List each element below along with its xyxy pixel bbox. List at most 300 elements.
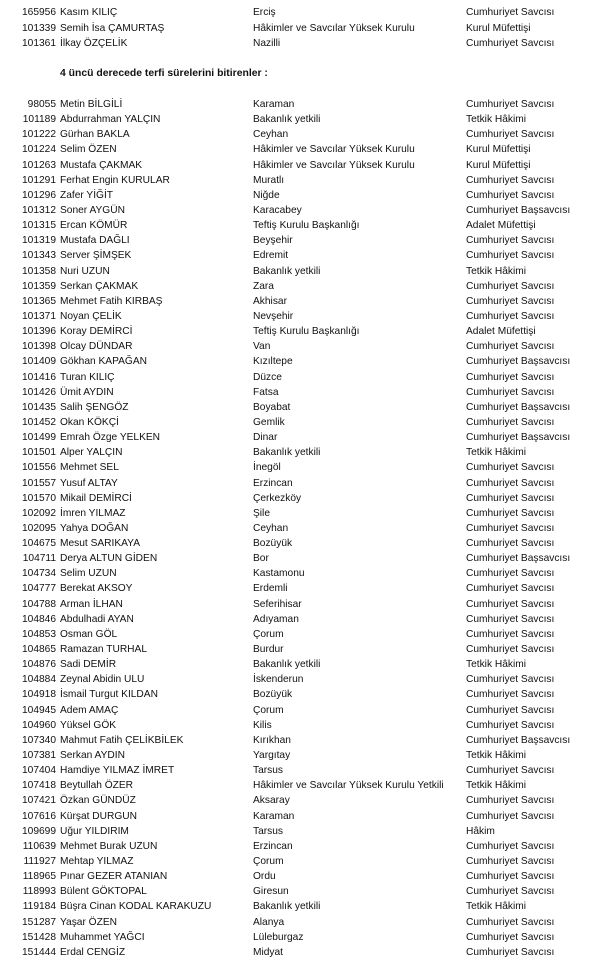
- job-title: Cumhuriyet Savcısı: [466, 7, 555, 18]
- record-id: 101224: [22, 144, 56, 156]
- place: Çorum: [253, 856, 284, 867]
- record-id: 101296: [22, 189, 56, 201]
- list-row: [0, 642, 600, 657]
- person-name: Yusuf ALTAY: [60, 477, 118, 489]
- list-row: [0, 97, 600, 112]
- job-title: Cumhuriyet Savcısı: [466, 280, 555, 292]
- list-row: [0, 778, 600, 793]
- list-row: [0, 703, 600, 718]
- person-name: Kürşat DURGUN: [60, 810, 137, 822]
- record-id: 98055: [27, 99, 56, 110]
- place: Karaman: [253, 810, 295, 822]
- person-name: Yahya DOĞAN: [60, 522, 129, 534]
- person-name: Özkan GÜNDÜZ: [60, 795, 136, 807]
- list-row: [0, 566, 600, 581]
- place: Ordu: [253, 871, 276, 883]
- job-title: Cumhuriyet Savcısı: [466, 341, 555, 353]
- place: Nevşehir: [253, 310, 294, 322]
- list-row: [0, 460, 600, 475]
- record-id: 104960: [22, 719, 56, 731]
- record-id: 101557: [22, 477, 56, 489]
- person-name: Nuri UZUN: [60, 265, 110, 277]
- list-row: [0, 21, 600, 36]
- place: Bor: [253, 553, 269, 565]
- person-name: İsmail Turgut KILDAN: [60, 689, 158, 701]
- job-title: Cumhuriyet Savcısı: [466, 310, 555, 322]
- person-name: Derya ALTUN GİDEN: [60, 553, 158, 565]
- job-title: Cumhuriyet Savcısı: [466, 522, 555, 534]
- place: Çorum: [253, 628, 284, 640]
- place: Yargıtay: [253, 750, 291, 762]
- place: Teftiş Kurulu Başkanlığı: [253, 220, 360, 232]
- record-id: 104777: [22, 583, 56, 595]
- list-row: [0, 203, 600, 218]
- place: Fatsa: [253, 386, 279, 398]
- person-name: Sadi DEMİR: [60, 659, 117, 671]
- list-row: [0, 218, 600, 233]
- place: Bakanlık yetkili: [253, 114, 321, 126]
- place: Akhisar: [253, 295, 287, 307]
- list-row: [0, 581, 600, 596]
- record-id: 101365: [22, 295, 56, 307]
- list-row: [0, 718, 600, 733]
- record-id: 109699: [22, 825, 56, 837]
- list-row: [0, 824, 600, 839]
- place: İskenderun: [253, 674, 304, 686]
- person-name: Ferhat Engin KURULAR: [60, 174, 170, 186]
- list-row: [0, 430, 600, 445]
- record-id: 104876: [22, 659, 56, 671]
- list-row: [0, 809, 600, 824]
- place: Bakanlık yetkili: [253, 659, 321, 671]
- record-id: 104945: [22, 704, 56, 716]
- record-id: 104853: [22, 628, 56, 640]
- job-title: Cumhuriyet Savcısı: [466, 568, 555, 580]
- list-row: [0, 930, 600, 945]
- person-name: Turan KILIÇ: [60, 371, 115, 383]
- record-id: 101501: [22, 447, 56, 459]
- job-title: Cumhuriyet Başsavcısı: [466, 356, 571, 368]
- place: Hâkimler ve Savcılar Yüksek Kurulu Yetkili: [253, 780, 444, 792]
- list-row: [0, 672, 600, 687]
- job-title: Cumhuriyet Savcısı: [466, 856, 555, 867]
- job-title: Cumhuriyet Savcısı: [466, 386, 555, 398]
- list-row: [0, 127, 600, 142]
- list-row: [0, 551, 600, 566]
- record-id: 107340: [22, 734, 56, 746]
- job-title: Cumhuriyet Savcısı: [466, 99, 555, 110]
- job-title: Cumhuriyet Savcısı: [466, 189, 555, 201]
- person-name: Mehmet SEL: [60, 462, 119, 474]
- job-title: Cumhuriyet Savcısı: [466, 795, 555, 807]
- place: Erdemli: [253, 583, 288, 595]
- place: Kırıkhan: [253, 734, 291, 746]
- record-id: 101315: [22, 220, 56, 232]
- person-name: Mehmet Burak UZUN: [60, 840, 158, 852]
- place: Bakanlık yetkili: [253, 901, 321, 913]
- record-id: 101291: [22, 174, 56, 186]
- job-title: Tetkik Hâkimi: [466, 447, 526, 459]
- job-title: Cumhuriyet Savcısı: [466, 129, 555, 141]
- record-id: 118993: [22, 886, 56, 898]
- place: Teftiş Kurulu Başkanlığı: [253, 326, 360, 338]
- place: Van: [253, 341, 271, 353]
- job-title: Tetkik Hâkimi: [466, 750, 526, 762]
- list-row: [0, 370, 600, 385]
- record-id: 104675: [22, 538, 56, 550]
- job-title: Cumhuriyet Savcısı: [466, 416, 555, 428]
- record-id: 107381: [22, 750, 56, 762]
- job-title: Cumhuriyet Savcısı: [466, 689, 555, 701]
- place: Çerkezköy: [253, 492, 302, 504]
- list-row: [0, 733, 600, 748]
- person-name: Ramazan TURHAL: [60, 644, 148, 656]
- person-name: Abdurrahman YALÇIN: [60, 114, 161, 126]
- person-name: Mikail DEMİRCİ: [60, 492, 132, 504]
- job-title: Cumhuriyet Savcısı: [466, 674, 555, 686]
- place: Çorum: [253, 704, 284, 716]
- job-title: Cumhuriyet Savcısı: [466, 250, 555, 262]
- job-title: Tetkik Hâkimi: [466, 780, 526, 792]
- job-title: Cumhuriyet Savcısı: [466, 295, 555, 307]
- place: Bakanlık yetkili: [253, 265, 321, 277]
- list-row: [0, 173, 600, 188]
- job-title: Cumhuriyet Savcısı: [466, 886, 555, 898]
- place: Burdur: [253, 644, 284, 656]
- place: Seferihisar: [253, 598, 302, 610]
- record-id: 104846: [22, 613, 56, 625]
- list-row: [0, 324, 600, 339]
- job-title: Cumhuriyet Savcısı: [466, 871, 555, 883]
- job-title: Tetkik Hâkimi: [466, 901, 526, 913]
- job-title: Tetkik Hâkimi: [466, 265, 526, 277]
- list-row: [0, 158, 600, 173]
- list-row: [0, 385, 600, 400]
- place: Dinar: [253, 432, 278, 444]
- record-id: 101570: [22, 492, 56, 504]
- person-name: Mustafa ÇAKMAK: [60, 159, 143, 171]
- place: Bakanlık yetkili: [253, 447, 321, 459]
- person-name: Semih İsa ÇAMURTAŞ: [60, 22, 165, 34]
- job-title: Tetkik Hâkimi: [466, 659, 526, 671]
- record-id: 110639: [22, 840, 56, 852]
- place: Hâkimler ve Savcılar Yüksek Kurulu: [253, 159, 415, 171]
- list-row: [0, 233, 600, 248]
- list-row: [0, 763, 600, 778]
- person-name: Metin BİLGİLİ: [60, 99, 123, 110]
- place: Muratlı: [253, 174, 285, 186]
- place: Adıyaman: [253, 613, 299, 625]
- record-id: 119184: [22, 901, 56, 913]
- place: Tarsus: [253, 825, 284, 837]
- list-row: [0, 687, 600, 702]
- list-row: [0, 627, 600, 642]
- list-row: [0, 279, 600, 294]
- record-id: 101409: [22, 356, 56, 368]
- place: Erzincan: [253, 477, 293, 489]
- person-name: Osman GÖL: [60, 628, 118, 640]
- record-id: 104711: [22, 553, 56, 565]
- job-title: Kurul Müfettişi: [466, 22, 531, 34]
- list-row: [0, 142, 600, 157]
- list-row: [0, 5, 600, 20]
- record-id: 104788: [22, 598, 56, 610]
- list-row: [0, 445, 600, 460]
- section-heading: 4 üncü derecede terfi sürelerini bitirenler :: [60, 68, 268, 79]
- job-title: Adalet Müfettişi: [466, 326, 536, 338]
- record-id: 101416: [22, 371, 56, 383]
- record-id: 104865: [22, 644, 56, 656]
- person-name: Bülent GÖKTOPAL: [60, 886, 147, 898]
- person-name: Emrah Özge YELKEN: [60, 432, 161, 444]
- place: Nazilli: [253, 38, 281, 50]
- list-row: [0, 188, 600, 203]
- record-id: 107421: [22, 795, 56, 807]
- list-row: [0, 491, 600, 506]
- place: Erciş: [253, 7, 276, 18]
- person-name: Berekat AKSOY: [60, 583, 133, 595]
- place: Şile: [253, 507, 270, 519]
- job-title: Cumhuriyet Savcısı: [466, 477, 555, 489]
- list-row: [0, 597, 600, 612]
- place: Gemlik: [253, 416, 285, 428]
- job-title: Cumhuriyet Savcısı: [466, 507, 555, 519]
- person-name: Alper YALÇIN: [60, 447, 123, 459]
- job-title: Cumhuriyet Savcısı: [466, 719, 555, 731]
- place: Düzce: [253, 371, 282, 383]
- list-row: [0, 309, 600, 324]
- job-title: Cumhuriyet Savcısı: [466, 583, 555, 595]
- list-row: [0, 400, 600, 415]
- person-name: Pınar GEZER ATANIAN: [60, 871, 168, 883]
- list-row: [0, 839, 600, 854]
- list-row: [0, 354, 600, 369]
- list-row: [0, 945, 600, 960]
- list-row: [0, 536, 600, 551]
- record-id: 101398: [22, 341, 56, 353]
- place: Erzincan: [253, 840, 293, 852]
- job-title: Cumhuriyet Savcısı: [466, 538, 555, 550]
- place: Bozüyük: [253, 689, 293, 701]
- record-id: 104918: [22, 689, 56, 701]
- job-title: Cumhuriyet Başsavcısı: [466, 401, 571, 413]
- place: Aksaray: [253, 795, 290, 807]
- list-row: [0, 339, 600, 354]
- job-title: Adalet Müfettişi: [466, 220, 536, 232]
- place: Bozüyük: [253, 538, 293, 550]
- list-row: [0, 657, 600, 672]
- list-row: [0, 869, 600, 884]
- record-id: 101359: [22, 280, 56, 292]
- job-title: Cumhuriyet Savcısı: [466, 946, 555, 958]
- record-id: 101556: [22, 462, 56, 474]
- job-title: Hâkim: [466, 825, 495, 837]
- place: Hâkimler ve Savcılar Yüksek Kurulu: [253, 144, 415, 156]
- job-title: Cumhuriyet Savcısı: [466, 38, 555, 50]
- person-name: Serkan AYDIN: [60, 750, 125, 762]
- record-id: 165956: [22, 7, 56, 18]
- person-name: Adem AMAÇ: [60, 704, 119, 716]
- place: Ceyhan: [253, 129, 289, 141]
- job-title: Cumhuriyet Başsavcısı: [466, 553, 571, 565]
- record-id: 101339: [22, 22, 56, 34]
- list-row: [0, 915, 600, 930]
- job-title: Cumhuriyet Savcısı: [466, 704, 555, 716]
- record-id: 101312: [22, 204, 56, 216]
- person-name: Selim ÖZEN: [60, 144, 117, 156]
- record-id: 101358: [22, 265, 56, 277]
- person-name: İmren YILMAZ: [60, 507, 126, 519]
- record-id: 151428: [22, 931, 56, 943]
- place: Kızıltepe: [253, 356, 293, 368]
- person-name: Okan KÖKÇİ: [60, 416, 119, 428]
- job-title: Cumhuriyet Başsavcısı: [466, 734, 571, 746]
- record-id: 101452: [22, 416, 56, 428]
- person-name: Gürhan BAKLA: [60, 129, 130, 141]
- record-id: 101371: [22, 310, 56, 322]
- person-name: Zeynal Abidin ULU: [60, 674, 145, 686]
- record-id: 101343: [22, 250, 56, 262]
- place: Alanya: [253, 916, 285, 928]
- list-row: [0, 294, 600, 309]
- record-id: 101361: [22, 38, 56, 50]
- job-title: Kurul Müfettişi: [466, 159, 531, 171]
- person-name: Selim UZUN: [60, 568, 117, 580]
- job-title: Cumhuriyet Savcısı: [466, 765, 555, 777]
- record-id: 101189: [22, 114, 56, 126]
- place: Giresun: [253, 886, 289, 898]
- list-row: [0, 793, 600, 808]
- list-row: [0, 521, 600, 536]
- record-id: 101222: [22, 129, 56, 141]
- person-name: Soner AYGÜN: [60, 204, 125, 216]
- place: Lüleburgaz: [253, 931, 304, 943]
- job-title: Cumhuriyet Savcısı: [466, 644, 555, 656]
- job-title: Cumhuriyet Savcısı: [466, 174, 555, 186]
- person-name: Zafer YİĞİT: [60, 189, 114, 201]
- person-name: Salih ŞENGÖZ: [60, 401, 129, 413]
- record-id: 101319: [22, 235, 56, 247]
- job-title: Kurul Müfettişi: [466, 144, 531, 156]
- list-row: [0, 248, 600, 263]
- person-name: Server ŞİMŞEK: [60, 250, 132, 262]
- person-name: İlkay ÖZÇELİK: [60, 38, 128, 50]
- list-row: [0, 854, 600, 869]
- record-id: 104884: [22, 674, 56, 686]
- record-id: 104734: [22, 568, 56, 580]
- person-name: Muhammet YAĞCI: [60, 931, 145, 943]
- place: Tarsus: [253, 765, 284, 777]
- job-title: Cumhuriyet Başsavcısı: [466, 204, 571, 216]
- place: Niğde: [253, 189, 280, 201]
- record-id: 101499: [22, 432, 56, 444]
- person-name: Koray DEMİRCİ: [60, 326, 133, 338]
- job-title: Cumhuriyet Savcısı: [466, 840, 555, 852]
- job-title: Cumhuriyet Savcısı: [466, 598, 555, 610]
- record-id: 102095: [22, 522, 56, 534]
- person-name: Yüksel GÖK: [60, 719, 117, 731]
- job-title: Tetkik Hâkimi: [466, 114, 526, 126]
- job-title: Cumhuriyet Savcısı: [466, 628, 555, 640]
- job-title: Cumhuriyet Başsavcısı: [466, 432, 571, 444]
- place: Kilis: [253, 719, 272, 731]
- person-name: Gökhan KAPAĞAN: [60, 356, 148, 368]
- list-row: [0, 748, 600, 763]
- list-row: [0, 36, 600, 51]
- person-name: Serkan ÇAKMAK: [60, 280, 139, 292]
- person-name: Mesut SARIKAYA: [60, 538, 141, 550]
- person-name: Mustafa DAĞLI: [60, 235, 130, 247]
- job-title: Cumhuriyet Savcısı: [466, 931, 555, 943]
- person-name: Ercan KÖMÜR: [60, 220, 128, 232]
- list-row: [0, 506, 600, 521]
- person-name: Mehtap YILMAZ: [60, 856, 134, 867]
- job-title: Cumhuriyet Savcısı: [466, 916, 555, 928]
- list-row: [0, 884, 600, 899]
- list-row: [0, 264, 600, 279]
- list-row: [0, 112, 600, 127]
- record-id: 101396: [22, 326, 56, 338]
- place: Ceyhan: [253, 522, 289, 534]
- place: Hâkimler ve Savcılar Yüksek Kurulu: [253, 22, 415, 34]
- place: Midyat: [253, 946, 284, 958]
- person-name: Yaşar ÖZEN: [60, 916, 117, 928]
- person-name: Arman İLHAN: [60, 598, 123, 610]
- person-name: Büşra Cinan KODAL KARAKUZU: [60, 901, 212, 913]
- list-row: [0, 415, 600, 430]
- record-id: 151444: [22, 946, 56, 958]
- job-title: Cumhuriyet Savcısı: [466, 810, 555, 822]
- place: Beyşehir: [253, 235, 293, 247]
- list-row: [0, 476, 600, 491]
- person-name: Erdal CENGİZ: [60, 946, 126, 958]
- place: İnegöl: [253, 462, 281, 474]
- person-name: Mehmet Fatih KIRBAŞ: [60, 295, 163, 307]
- person-name: Mahmut Fatih ÇELİKBİLEK: [60, 734, 184, 746]
- record-id: 118965: [22, 871, 56, 883]
- place: Edremit: [253, 250, 289, 262]
- person-name: Ümit AYDIN: [60, 386, 114, 398]
- job-title: Cumhuriyet Savcısı: [466, 492, 555, 504]
- record-id: 151287: [22, 916, 56, 928]
- place: Karaman: [253, 99, 295, 110]
- person-name: Olcay DÜNDAR: [60, 341, 133, 353]
- person-name: Beytullah ÖZER: [60, 780, 134, 792]
- record-id: 107616: [22, 810, 56, 822]
- place: Karacabey: [253, 204, 302, 216]
- person-name: Noyan ÇELİK: [60, 310, 122, 322]
- record-id: 101263: [22, 159, 56, 171]
- record-id: 107404: [22, 765, 56, 777]
- list-row: [0, 899, 600, 914]
- person-name: Kasım KILIÇ: [60, 7, 118, 18]
- record-id: 101426: [22, 386, 56, 398]
- list-row: [0, 612, 600, 627]
- record-id: 102092: [22, 507, 56, 519]
- place: Boyabat: [253, 401, 291, 413]
- person-name: Hamdiye YILMAZ İMRET: [60, 765, 175, 777]
- job-title: Cumhuriyet Savcısı: [466, 462, 555, 474]
- job-title: Cumhuriyet Savcısı: [466, 613, 555, 625]
- person-name: Abdulhadi AYAN: [60, 613, 134, 625]
- job-title: Cumhuriyet Savcısı: [466, 235, 555, 247]
- record-id: 107418: [22, 780, 56, 792]
- record-id: 101435: [22, 401, 56, 413]
- job-title: Cumhuriyet Savcısı: [466, 371, 555, 383]
- place: Zara: [253, 280, 274, 292]
- record-id: 111927: [23, 856, 56, 867]
- person-name: Uğur YILDIRIM: [60, 825, 129, 837]
